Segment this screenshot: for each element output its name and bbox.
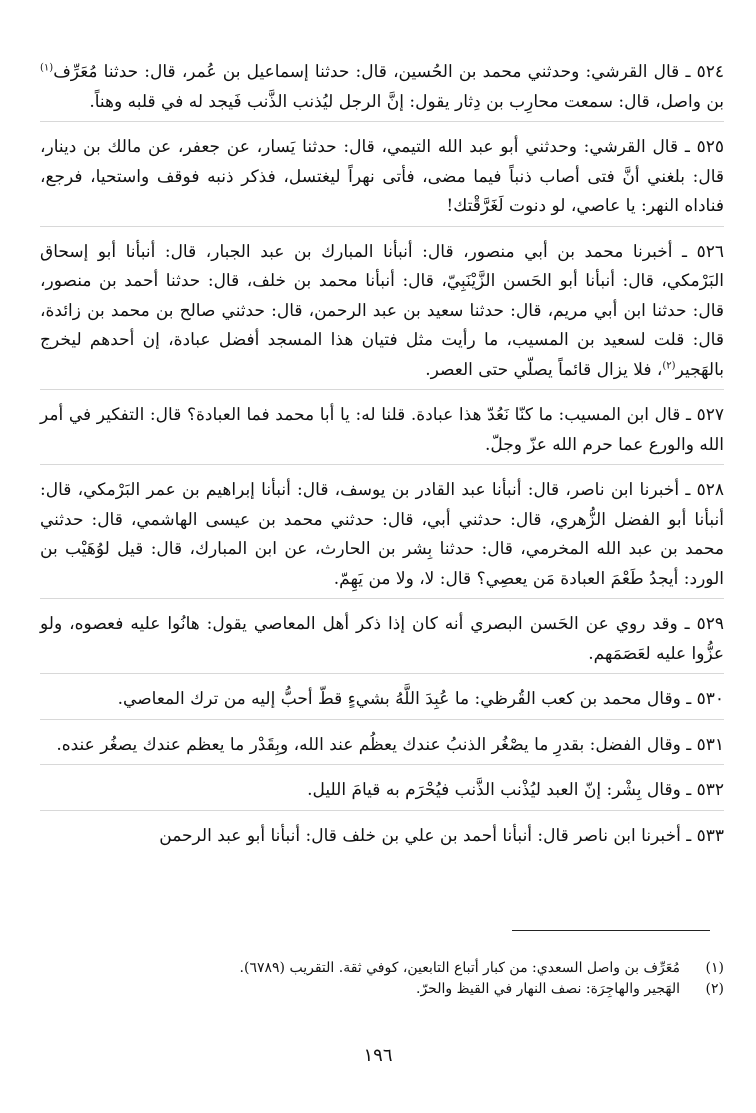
hadith-paragraph xyxy=(40,476,724,599)
hadith-paragraph xyxy=(40,238,724,391)
hadith-text: وقال محمد بن كعب القُرظي: ما عُبِدَ اللَّهُ بشيءٍ قطّ أحبُّ إليه من ترك المعاصي. xyxy=(117,689,681,709)
footnote-number: (١) xyxy=(705,960,724,976)
separator: ـ xyxy=(680,780,697,800)
hadith-paragraph xyxy=(40,610,724,674)
hadith-paragraph xyxy=(40,685,724,720)
separator: ـ xyxy=(679,62,697,82)
footnote xyxy=(40,979,724,1000)
hadith-paragraph xyxy=(40,58,724,122)
separator: ـ xyxy=(680,405,697,425)
footnote-ref: (١) xyxy=(40,62,54,74)
page-number: ١٩٦ xyxy=(363,1045,393,1066)
separator: ـ xyxy=(672,241,697,262)
footnote-text: الهَجير والهاجِرَة: نصف النهار في القيظ والحرّ. xyxy=(416,981,680,997)
hadith-paragraph xyxy=(40,133,724,227)
separator: ـ xyxy=(678,137,697,157)
hadith-number: ٥٣٠ xyxy=(696,689,724,709)
hadith-number: ٥٣١ xyxy=(696,734,724,755)
hadith-number: ٥٢٦ xyxy=(696,241,724,262)
footnote-text: مُعَرِّف بن واصل السعدي: من كبار أتباع التابعين، كوفي ثقة. التقريب (٦٧٨٩). xyxy=(239,960,680,976)
hadith-number: ٥٢٩ xyxy=(696,614,724,634)
hadith-number: ٥٢٨ xyxy=(696,480,724,500)
hadith-number: ٥٣٢ xyxy=(696,780,724,800)
hadith-paragraph xyxy=(40,401,724,465)
hadith-text: أخبرنا محمد بن أبي منصور، قال: أنبأنا المبارك بن عبد الجبار، قال: أنبأنا أبو إسحاق البَرْمكي، قال: أنبأنا أبو الحَسن الزَّيْنَبِيّ، قال: أنبأنا محمد بن خلف، قال: حدثنا أحمد بن منصور، قال: حدثنا ابن أبي مريم، قال: حدثنا سعيد بن عبد الرحمن، قال: حدثني صالح بن محمد بن زائدة، قال: قلت لسعيد بن المسيب، ما رأيت مثل فتيان هذا المسجد أفضل عبادة، إن أحدهم ليخرج بالهَجير xyxy=(40,241,724,380)
hadith-text: وقال بِشْر: إنّ العبد ليُذْنب الذَّنب فيُحْرَم به قيامَ الليل. xyxy=(307,780,681,800)
hadith-paragraph xyxy=(40,822,724,856)
hadith-text: وقد روي عن الحَسن البصري أنه كان إذا ذكر أهل المعاصي يقول: هانُوا عليه فعصوه، ولو عزُّوا عليه لعَصَمَهم. xyxy=(40,614,724,664)
footnote-ref: (٢) xyxy=(662,359,676,371)
separator: ـ xyxy=(677,614,697,634)
hadith-paragraph xyxy=(40,776,724,811)
footnote-separator-line xyxy=(512,930,710,931)
hadith-text: أخبرنا ابن ناصر، قال: أنبأنا عبد القادر بن يوسف، قال: أنبأنا إبراهيم بن عمر البَرْمكي، قال: أنبأنا أبو الفضل الزُّهري، قال: حدثني أبي، قال: حدثني محمد بن عيسى الهاشمي، قال: حدثني محمد بن عبد الله المخرمي، قال: حدثنا بِشر بن الحارث، عن ابن المبارك، قال: قيل لوُهَيْب بن الورد: أيجدُ طَعْمَ العبادة مَن يعصِي؟ قال: لا، ولا من يَهِمّ. xyxy=(40,480,724,589)
footnote-number: (٢) xyxy=(705,981,724,997)
separator: ـ xyxy=(679,480,697,500)
hadith-text: أخبرنا ابن ناصر قال: أنبأنا أحمد بن علي بن خلف قال: أنبأنا أبو عبد الرحمن xyxy=(159,825,681,846)
hadith-number: ٥٢٥ xyxy=(696,137,724,157)
hadith-number: ٥٢٤ xyxy=(696,62,724,82)
hadith-text: وقال الفضل: بقدرِ ما يصْغُر الذنبُ عندك يعظُم عند الله، وبِقَدْر ما يعظم عندك يصغُر عنده. xyxy=(56,734,681,755)
footnote xyxy=(40,958,724,979)
separator: ـ xyxy=(680,734,697,755)
main-text xyxy=(40,58,724,866)
hadith-text: قال القرشي: وحدثني أبو عبد الله التيمي، قال: حدثنا يَسار، عن جعفر، عن مالك بن دينار، قال: بلغني أنَّ فتى أصاب ذنباً فيما مضى، فأتى نهراً ليغتسل، فذكر ذنبه فوقف واستحيا، فرجع، فناداه النهر: يا عاصي، لو دنوت لَغَرَّقْتك! xyxy=(40,137,724,216)
footnotes xyxy=(40,958,724,1000)
hadith-text: قال القرشي: وحدثني محمد بن الحُسين، قال: حدثنا إسماعيل بن عُمر، قال: حدثنا مُعَرِّف xyxy=(53,62,680,82)
hadith-text-cont: بن واصل، قال: سمعت محارِب بن دِثار يقول: إنَّ الرجل ليُذنب الذَّنب فَيجد له في قلبه وهناً. xyxy=(89,91,724,112)
separator: ـ xyxy=(680,689,697,709)
hadith-paragraph xyxy=(40,731,724,766)
hadith-text: قال ابن المسيب: ما كنّا نَعُدّ هذا عبادة. قلنا له: يا أبا محمد فما العبادة؟ قال: التفكير في أمر الله والورع عما حرم الله عزّ وجلّ. xyxy=(40,405,724,455)
hadith-number: ٥٣٣ xyxy=(696,825,724,846)
hadith-text-cont: ، فلا يزال قائماً يصلّي حتى العصر. xyxy=(425,359,663,380)
separator: ـ xyxy=(680,825,697,846)
hadith-number: ٥٢٧ xyxy=(696,405,724,425)
